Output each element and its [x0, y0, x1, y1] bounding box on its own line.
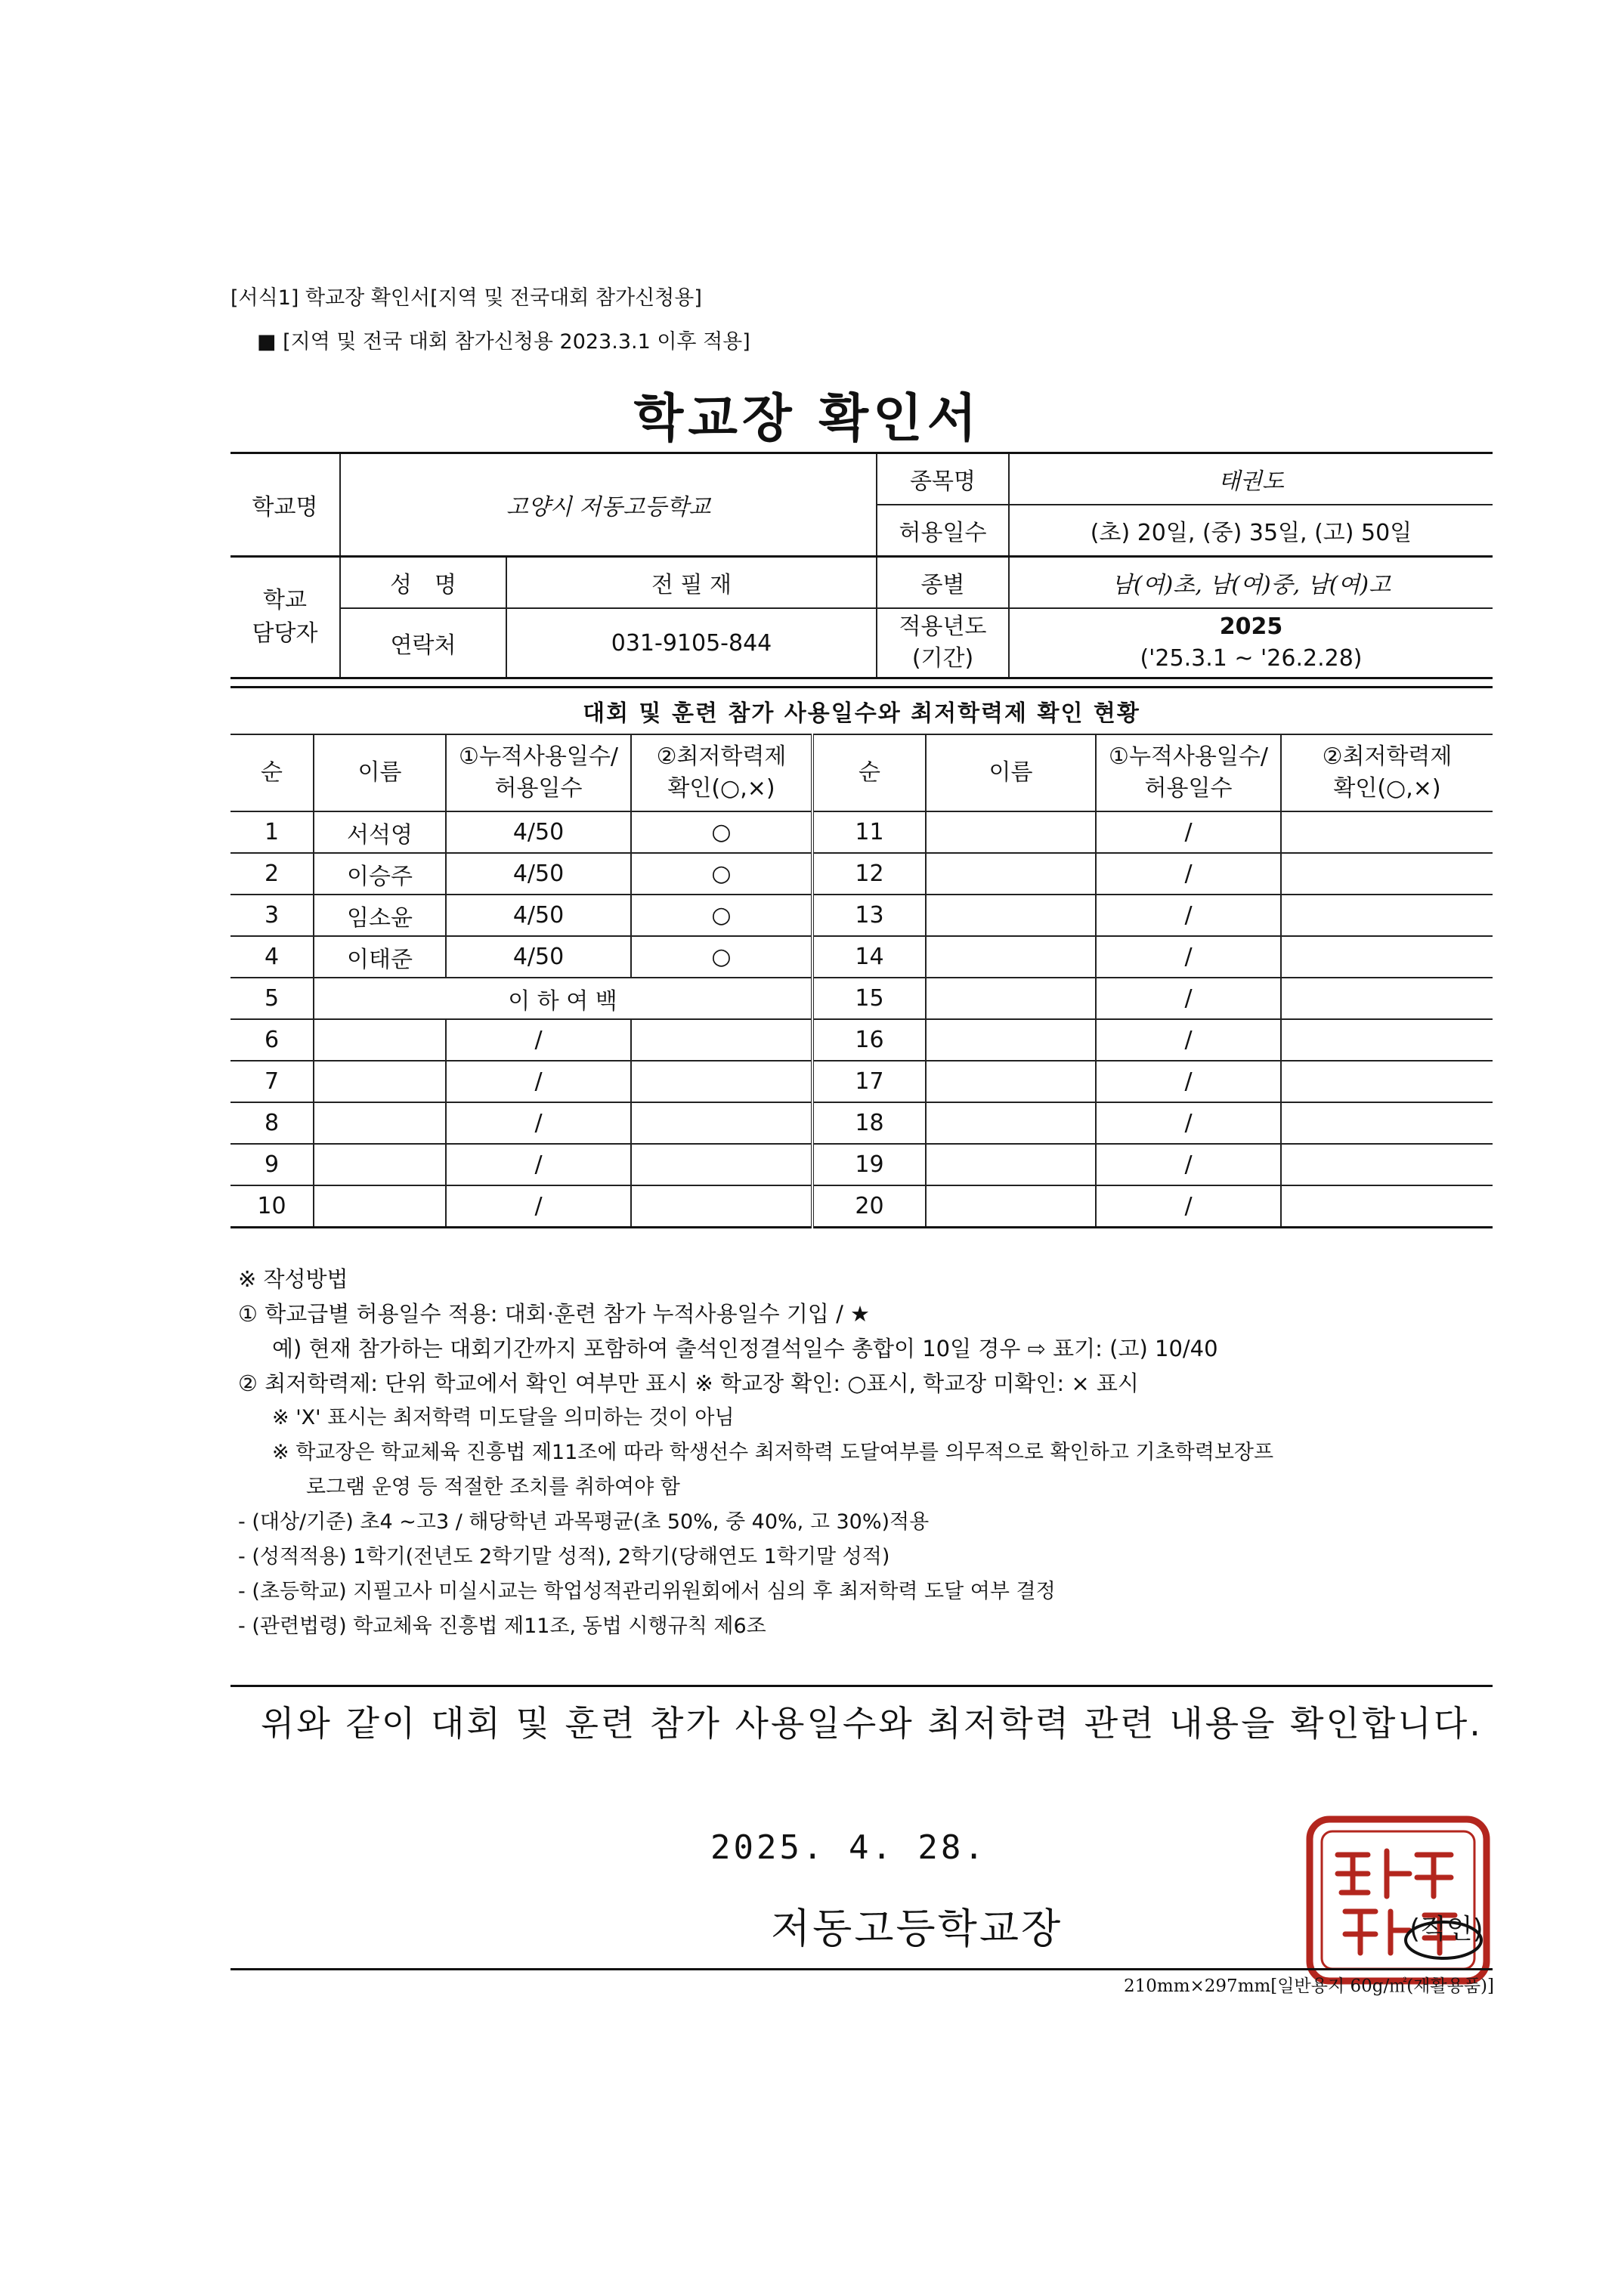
row-number-2: 11	[812, 811, 926, 853]
academic-check	[631, 1061, 812, 1102]
academic-check: ○	[631, 853, 812, 895]
academic-check	[631, 1185, 812, 1228]
table-row	[230, 1185, 1493, 1228]
academic-check-2	[1281, 853, 1493, 895]
row-number-2: 19	[812, 1144, 926, 1185]
used-days-2: /	[1096, 895, 1281, 936]
header-order: 순	[230, 734, 314, 811]
used-days: 4/50	[446, 895, 631, 936]
name-value: 전 필 재	[506, 557, 877, 609]
header-name: 이름	[314, 734, 446, 811]
sport-label: 종목명	[877, 453, 1009, 505]
row-number-2: 15	[812, 978, 926, 1019]
row-number-2: 12	[812, 853, 926, 895]
used-days: 4/50	[446, 811, 631, 853]
year-label: 적용년도 (기간)	[877, 608, 1009, 678]
academic-check-2	[1281, 978, 1493, 1019]
form-subtitle: ■ [지역 및 전국 대회 참가신청용 2023.3.1 이후 적용]	[257, 330, 750, 354]
used-days-2: /	[1096, 853, 1281, 895]
used-days: 4/50	[446, 853, 631, 895]
instructions	[238, 1262, 1508, 1644]
academic-check-2	[1281, 811, 1493, 853]
student-name: 임소윤	[314, 895, 446, 936]
used-days: /	[446, 1102, 631, 1144]
notes-heading: ※ 작성방법	[238, 1266, 348, 1292]
academic-check-2	[1281, 1185, 1493, 1228]
student-name	[314, 1102, 446, 1144]
student-name	[314, 1144, 446, 1185]
note-2-b: ※ 학교장은 학교체육 진흥법 제11조에 따라 학생선수 최저학력 도달여부를 의무적으로 확인하고 기초학력보장프	[272, 1441, 1274, 1464]
row-number-2: 16	[812, 1019, 926, 1061]
stamp-mark: (직인)	[1409, 1914, 1484, 1945]
table-row	[230, 1144, 1493, 1185]
table-row	[230, 853, 1493, 895]
used-days-2: /	[1096, 1061, 1281, 1102]
student-name-2	[926, 936, 1096, 978]
row-number-2: 14	[812, 936, 926, 978]
detail-2: - (성적적용) 1학기(전년도 2학기말 성적), 2학기(당해연도 1학기말 성적)	[238, 1545, 890, 1568]
row-number: 10	[230, 1185, 314, 1228]
row-number: 7	[230, 1061, 314, 1102]
used-days-2: /	[1096, 978, 1281, 1019]
student-name-2	[926, 1061, 1096, 1102]
used-days: 4/50	[446, 936, 631, 978]
table-row	[230, 1102, 1493, 1144]
gender-value: 남(여)초, 남(여)중, 남(여)고	[1009, 557, 1493, 609]
row-number-2: 17	[812, 1061, 926, 1102]
principal-name: 저동고등학교장	[771, 1905, 1063, 1952]
academic-check-2	[1281, 1061, 1493, 1102]
participation-table	[230, 686, 1493, 1228]
gender-label: 종별	[877, 557, 1009, 609]
row-number: 5	[230, 978, 314, 1019]
school-label: 학교명	[230, 453, 340, 557]
student-name	[314, 1061, 446, 1102]
school-value: 고양시 저동고등학교	[340, 453, 877, 557]
note-1-example: 예) 현재 참가하는 대회기간까지 포함하여 출석인정결석일수 총합이 10일 경우 ⇨ 표기: (고) 10/40	[272, 1336, 1218, 1361]
used-days-2: /	[1096, 936, 1281, 978]
detail-3: - (초등학교) 지필고사 미실시교는 학업성적관리위원회에서 심의 후 최저학력 도달 여부 결정	[238, 1580, 1056, 1603]
used-days-2: /	[1096, 1102, 1281, 1144]
academic-check	[631, 1102, 812, 1144]
note-1: ① 학교급별 허용일수 적용: 대회·훈련 참가 누적사용일수 기입 / ★	[238, 1301, 871, 1327]
academic-check: ○	[631, 811, 812, 853]
divider-top	[230, 1685, 1493, 1687]
academic-check-2	[1281, 895, 1493, 936]
student-name-2	[926, 895, 1096, 936]
student-name-2	[926, 978, 1096, 1019]
academic-check: ○	[631, 895, 812, 936]
table-row	[230, 895, 1493, 936]
table-row	[230, 811, 1493, 853]
row-number: 9	[230, 1144, 314, 1185]
form-title: [서식1] 학교장 확인서[지역 및 전국대회 참가신청용]	[230, 286, 702, 310]
student-name: 서석영	[314, 811, 446, 853]
confirmation-text: 위와 같이 대회 및 훈련 참가 사용일수와 최저학력 관련 내용을 확인합니다.	[261, 1703, 1483, 1744]
student-name-2	[926, 1102, 1096, 1144]
academic-check-2	[1281, 936, 1493, 978]
header-name-2: 이름	[926, 734, 1096, 811]
row-number: 4	[230, 936, 314, 978]
student-name: 이태준	[314, 936, 446, 978]
table-row	[230, 1019, 1493, 1061]
header-days: ①누적사용일수/ 허용일수	[446, 734, 631, 811]
student-name: 이승주	[314, 853, 446, 895]
row-number-2: 20	[812, 1185, 926, 1228]
student-name-2	[926, 1185, 1096, 1228]
used-days: /	[446, 1185, 631, 1228]
name-label: 성 명	[340, 557, 506, 609]
days-label: 허용일수	[877, 505, 1009, 557]
academic-check: ○	[631, 936, 812, 978]
days-value: (초) 20일, (중) 35일, (고) 50일	[1009, 505, 1493, 557]
table-row	[230, 978, 1493, 1019]
official-seal-icon	[1304, 1813, 1493, 1987]
header-days-2: ①누적사용일수/ 허용일수	[1096, 734, 1281, 811]
note-2: ② 최저학력제: 단위 학교에서 확인 여부만 표시 ※ 학교장 확인: ○표시, 학교장 미확인: × 표시	[238, 1370, 1139, 1396]
academic-check	[631, 1144, 812, 1185]
used-days-2: /	[1096, 811, 1281, 853]
used-days-2: /	[1096, 1019, 1281, 1061]
paper-spec: 210mm×297mm[일반용지 60g/㎡(재활용품)]	[1124, 1976, 1494, 1996]
document-title: 학교장 확인서	[633, 389, 982, 449]
row-number: 2	[230, 853, 314, 895]
used-days: /	[446, 1144, 631, 1185]
header-check: ②최저학력제 확인(○,×)	[631, 734, 812, 811]
year-cell	[1009, 608, 1493, 678]
student-name-2	[926, 1144, 1096, 1185]
header-check-2: ②최저학력제 확인(○,×)	[1281, 734, 1493, 811]
confirmation-date: 2025. 4. 28.	[710, 1828, 987, 1867]
row-number: 6	[230, 1019, 314, 1061]
table-row	[230, 936, 1493, 978]
sport-value: 태권도	[1009, 453, 1493, 505]
blank-note: 이 하 여 백	[314, 978, 812, 1019]
student-name-2	[926, 1019, 1096, 1061]
period-value: ('25.3.1 ~ '26.2.28)	[1140, 645, 1363, 672]
header-order-2: 순	[812, 734, 926, 811]
detail-4: - (관련법령) 학교체육 진흥법 제11조, 동법 시행규칙 제6조	[238, 1615, 766, 1638]
year-value: 2025	[1219, 613, 1283, 640]
contact-label: 연락처	[340, 608, 506, 678]
note-2-a: ※ 'X' 표시는 최저학력 미도달을 의미하는 것이 아님	[272, 1406, 735, 1429]
used-days-2: /	[1096, 1185, 1281, 1228]
student-name-2	[926, 853, 1096, 895]
row-number: 8	[230, 1102, 314, 1144]
academic-check-2	[1281, 1019, 1493, 1061]
academic-check-2	[1281, 1144, 1493, 1185]
detail-1: - (대상/기준) 초4 ~고3 / 해당학년 과목평균(초 50%, 중 40%, 고 30%)적용	[238, 1510, 930, 1534]
used-days-2: /	[1096, 1144, 1281, 1185]
student-name-2	[926, 811, 1096, 853]
table-caption: 대회 및 훈련 참가 사용일수와 최저학력제 확인 현황	[230, 688, 1493, 735]
used-days: /	[446, 1019, 631, 1061]
table-row	[230, 1061, 1493, 1102]
note-2-b-cont: 로그램 운영 등 적절한 조치를 취하여야 함	[306, 1476, 680, 1499]
contact-value: 031-9105-844	[506, 608, 877, 678]
student-name	[314, 1185, 446, 1228]
student-name	[314, 1019, 446, 1061]
info-table	[230, 452, 1493, 679]
academic-check	[631, 1019, 812, 1061]
row-number-2: 13	[812, 895, 926, 936]
row-number: 1	[230, 811, 314, 853]
divider-bottom	[230, 1968, 1493, 1970]
staff-label: 학교 담당자	[230, 557, 340, 678]
used-days: /	[446, 1061, 631, 1102]
row-number-2: 18	[812, 1102, 926, 1144]
row-number: 3	[230, 895, 314, 936]
academic-check-2	[1281, 1102, 1493, 1144]
